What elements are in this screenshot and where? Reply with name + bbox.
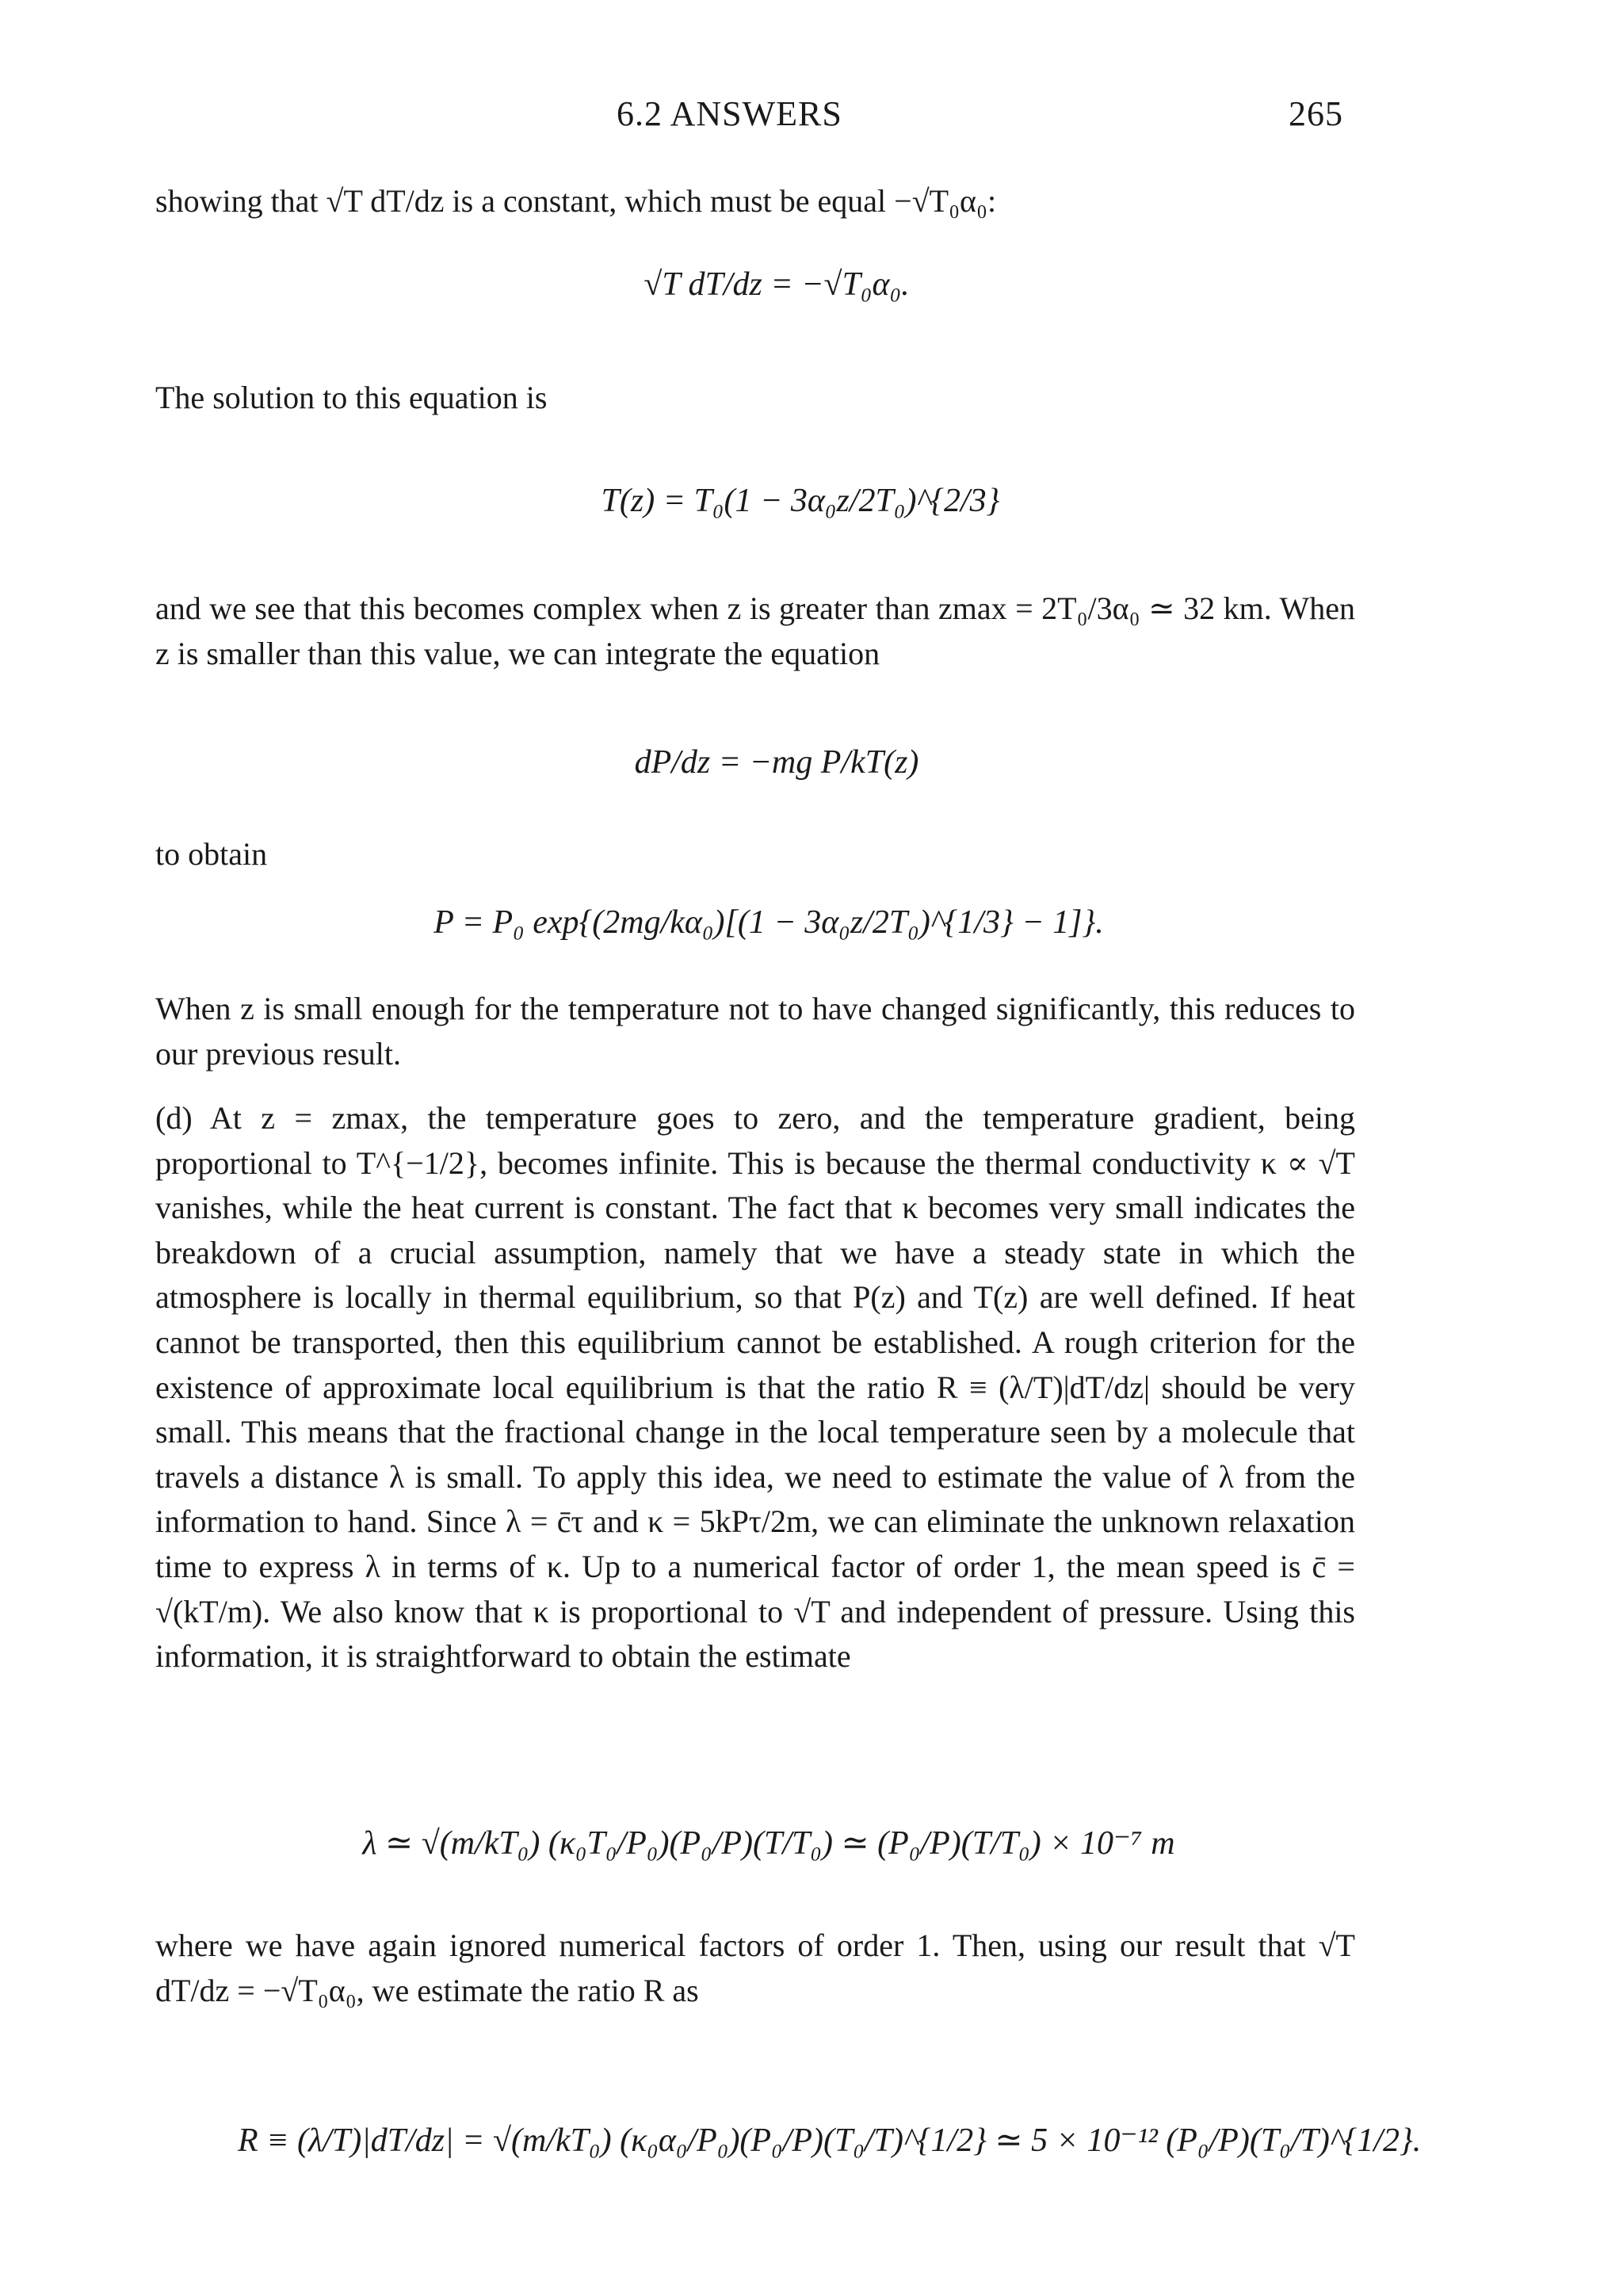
- paragraph-6: (d) At z = zmax, the temperature goes to zero, and the temperature gradient, being proportional to T^{−1/2}, becomes infinite. This is because the thermal conductivity κ ∝ √T vanishes, while the heat current is constant. The fact that κ becomes very small indicates the breakdown of a crucial assumption, namely that we have a steady state in which the atmosphere is locally in thermal equilibrium, so that P(z) and T(z) are well defined. If heat cannot be transported, then this equilibrium cannot be established. A rough criterion for the existence of approximate local equilibrium is that the ratio R ≡ (λ/T)|dT/dz| should be very small. This means that the fractional change in the local temperature seen by a molecule that travels a distance λ is small. To apply this idea, we need to estimate the value of λ from the information to hand. Since λ = c̄τ and κ = 5kPτ/2m, we can eliminate the unknown relaxation time to express λ in terms of κ. Up to a numerical factor of order 1, the mean speed is c̄ = √(kT/m). We also know that κ is proportional to √T and independent of pressure. Using this information, it is straightforward to obtain the estimate: [155, 1100, 1355, 1675]
- paragraph-3: and we see that this becomes complex when z is greater than zmax = 2T₀/3α₀ ≃ 32 km. When z is smaller than this value, we can integrate the equation: [155, 590, 1355, 671]
- paragraph-4: to obtain: [155, 836, 268, 872]
- running-header: 6.2 ANSWERS: [617, 94, 842, 133]
- equation-4: P = P₀ exp{(2mg/kα₀)[(1 − 3α₀z/2T₀)^{1/3} − 1]}.: [433, 904, 1104, 941]
- paragraph-7: where we have again ignored numerical factors of order 1. Then, using our result that √T dT/dz = −√T₀α₀, we estimate the ratio R as: [155, 1927, 1355, 2008]
- paragraph-2: The solution to this equation is: [155, 380, 548, 415]
- page-number: 265: [1289, 94, 1343, 133]
- equation-6: R ≡ (λ/T)|dT/dz| = √(m/kT₀) (κ₀α₀/P₀)(P₀/P)(T₀/T)^{1/2} ≃ 5 × 10⁻¹² (P₀/P)(T₀/T)^{1/2}.: [238, 2122, 1422, 2159]
- equation-1: √T dT/dz = −√T₀α₀.: [643, 266, 910, 303]
- equation-3: dP/dz = −mg P/kT(z): [634, 744, 919, 781]
- paragraph-1: showing that √T dT/dz is a constant, which must be equal −√T₀α₀:: [155, 183, 997, 219]
- paragraph-5: When z is small enough for the temperature not to have changed significantly, this reduces to our previous result.: [155, 991, 1355, 1072]
- equation-5: λ ≃ √(m/kT₀) (κ₀T₀/P₀)(P₀/P)(T/T₀) ≃ (P₀/P)(T/T₀) × 10⁻⁷ m: [362, 1825, 1175, 1862]
- equation-2: T(z) = T₀(1 − 3α₀z/2T₀)^{2/3}: [601, 483, 1000, 519]
